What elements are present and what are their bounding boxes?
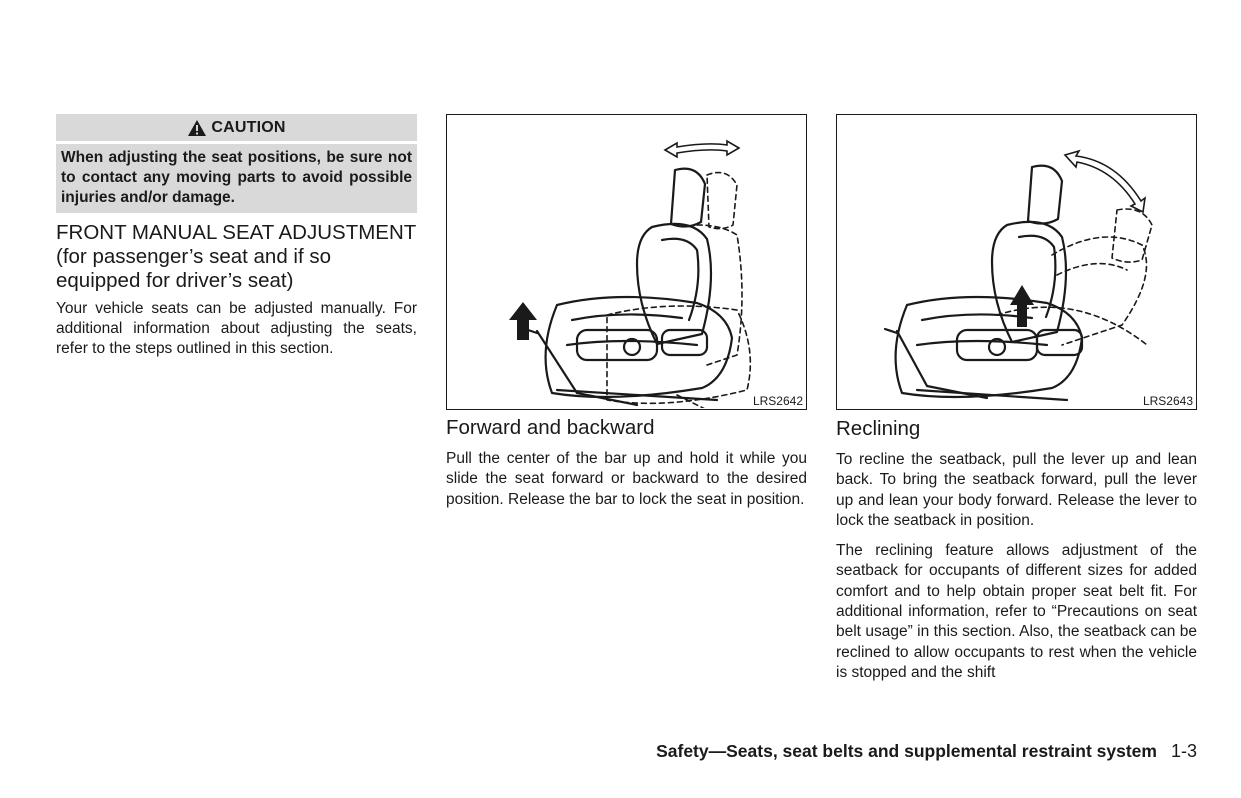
caution-header: [56, 114, 417, 141]
right-column: [836, 114, 1197, 683]
reclining-heading: Reclining: [836, 417, 921, 440]
footer-title: Safety—Seats, seat belts and supplemental restraint system: [656, 741, 1157, 761]
figure-code: LRS2642: [752, 394, 803, 408]
caution-text: When adjusting the seat positions, be sure not to contact any moving parts to avoid possible injuries and/or damage.: [56, 144, 417, 213]
forward-backward-figure: [446, 114, 807, 410]
reclining-figure: [836, 114, 1197, 410]
page-footer: [0, 740, 1197, 762]
section-intro: Your vehicle seats can be adjusted manually. For additional information about adjusting the seats, refer to the steps outlined in this section.: [56, 300, 417, 357]
seat-slide-illustration: [447, 115, 805, 408]
page-number: 1-3: [1170, 741, 1197, 761]
caution-title: CAUTION: [211, 118, 286, 136]
forward-heading: Forward and backward: [446, 416, 655, 439]
warning-icon: [187, 119, 207, 137]
reclining-text-1: To recline the seatback, pull the lever up and lean back. To bring the seatback forward, pull the lever up and lean your body forward. Release the lever to lock the seatback in position.: [836, 451, 1197, 529]
middle-column: [446, 114, 807, 510]
reclining-text-2: The reclining feature allows adjustment of the seatback for occupants of different sizes for added comfort and to help obtain proper seat belt fit. For additional information, refer to “Precautions on seat belt usage” in this section. Also, the seatback can be reclined to allow occupants to rest when the vehicle is stopped and the shift: [836, 542, 1197, 681]
forward-text: Pull the center of the bar up and hold it while you slide the seat forward or backward to the desired position. Release the bar to lock the seat in position.: [446, 450, 807, 508]
left-column: [56, 114, 417, 359]
figure-code: LRS2643: [1142, 394, 1193, 408]
section-heading: FRONT MANUAL SEAT ADJUSTMENT (for passenger’s seat and if so equipped for driver’s seat): [56, 221, 416, 292]
seat-recline-illustration: [837, 115, 1195, 408]
